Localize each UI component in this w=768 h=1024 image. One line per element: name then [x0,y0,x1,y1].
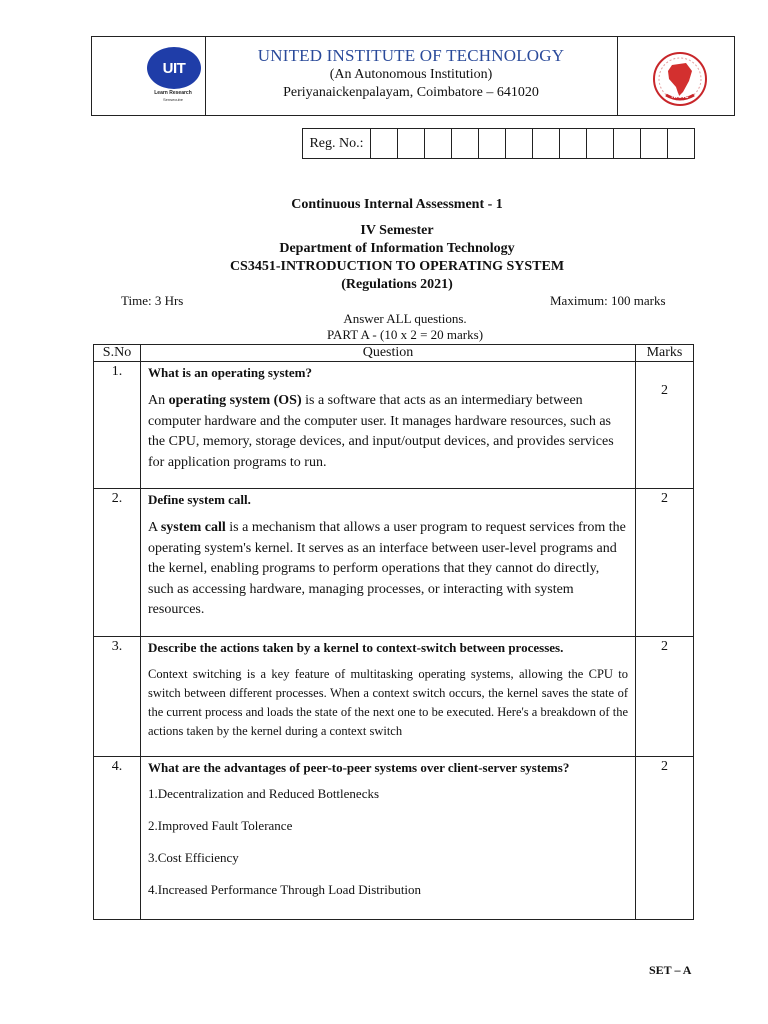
reg-number-cell[interactable] [371,129,398,158]
answer-text-part: is a software that acts as an intermediary between computer hardware and the computer user. It manages hardware resources, such as the CPU, memory, storage devices, and input/output devices, and provides services for application programs to run. [148,393,614,470]
reg-number-grid [302,128,695,159]
reg-number-cell[interactable] [641,129,668,158]
question-number: 4. [94,757,141,920]
reg-number-cell[interactable] [614,129,641,158]
reg-number-cell[interactable] [479,129,506,158]
answer-key-term: operating system (OS) [168,393,302,408]
marks-value: 2 [636,489,694,637]
reg-number-cell[interactable] [560,129,587,158]
uit-logo-mark: UIT [147,47,201,89]
table-row [94,489,694,637]
answer-text [148,518,628,621]
question-cell [141,362,636,489]
institution-address: Periyanaickenpalayam, Coimbatore – 641020 [283,85,539,100]
answer-text [148,391,628,473]
institution-name: UNITED INSTITUTE OF TECHNOLOGY [257,46,565,65]
list-item: 4.Increased Performance Through Load Distribution [148,882,422,897]
table-row [94,757,694,920]
reg-number-cell[interactable] [425,129,452,158]
instruction: Answer ALL questions. [343,311,467,326]
questions-table [93,344,694,920]
question-text: Define system call. [148,492,251,507]
question-number: 1. [94,362,141,489]
course-title: CS3451-INTRODUCTION TO OPERATING SYSTEM [229,259,565,274]
answer-text-part: An [148,393,169,408]
reg-number-cell[interactable] [587,129,614,158]
question-number: 2. [94,489,141,637]
department: Department of Information Technology [279,241,515,256]
maximum-marks: Maximum: 100 marks [550,293,666,308]
column-header-question: Question [141,345,636,362]
list-item: 1.Decentralization and Reduced Bottlenecks [148,786,380,801]
question-cell [141,757,636,920]
header-divider [617,37,618,115]
semester: IV Semester [360,223,434,238]
institution-header [91,36,735,116]
exam-title: Continuous Internal Assessment - 1 [291,197,503,212]
question-text: What is an operating system? [148,365,312,380]
table-header-row [94,345,694,362]
reg-number-cell[interactable] [668,129,694,158]
logo-subtagline: Sensecube [162,97,183,102]
institution-details [205,37,617,101]
part-heading: PART A - (10 x 2 = 20 marks) [326,327,484,342]
reg-number-cell[interactable] [452,129,479,158]
reg-number-cell[interactable] [506,129,533,158]
naac-seal-icon [652,51,708,107]
list-item: 2.Improved Fault Tolerance [148,818,293,833]
reg-number-cell[interactable] [533,129,560,158]
answer-text-part: is a mechanism that allows a user program to request services from the operating system's kernel. It serves as an interface between user-level programs and the kernel, enabling programs to perform operations that they cannot do directly, such as accessing hardware, managing processes, or interacting with system resources. [148,520,626,617]
uit-logo [132,47,206,105]
marks-value: 2 [636,637,694,757]
exam-duration: Time: 3 Hrs [121,293,184,308]
seal-text: NAAC [671,94,689,100]
set-label: SET – A [649,963,692,977]
table-row [94,637,694,757]
question-cell [141,489,636,637]
question-number: 3. [94,637,141,757]
answer-key-term: system call [160,520,226,535]
list-item: 3.Cost Efficiency [148,850,239,865]
reg-number-cell[interactable] [398,129,425,158]
institution-subtitle: (An Autonomous Institution) [329,67,493,82]
marks-value: 2 [636,362,694,489]
marks-value: 2 [636,757,694,920]
answer-text-part: A [148,520,161,535]
regulations: (Regulations 2021) [341,277,453,292]
reg-number-label: Reg. No.: [303,129,371,158]
logo-tagline: Learn Research [154,90,192,96]
question-cell [141,637,636,757]
column-header-sno: S.No [94,345,141,362]
column-header-marks: Marks [636,345,694,362]
answer-text: Context switching is a key feature of multitasking operating systems, allowing the CPU to switch between different processes. When a context switch occurs, the kernel saves the state of the current process and loads the state of the next one to be executed. Here's a breakdown of the actions taken by the kernel during a context switch [148,667,628,738]
advantages-list [148,785,628,913]
question-text: Describe the actions taken by a kernel to context-switch between processes. [148,640,564,655]
question-text: What are the advantages of peer-to-peer systems over client-server systems? [148,760,570,775]
table-row [94,362,694,489]
